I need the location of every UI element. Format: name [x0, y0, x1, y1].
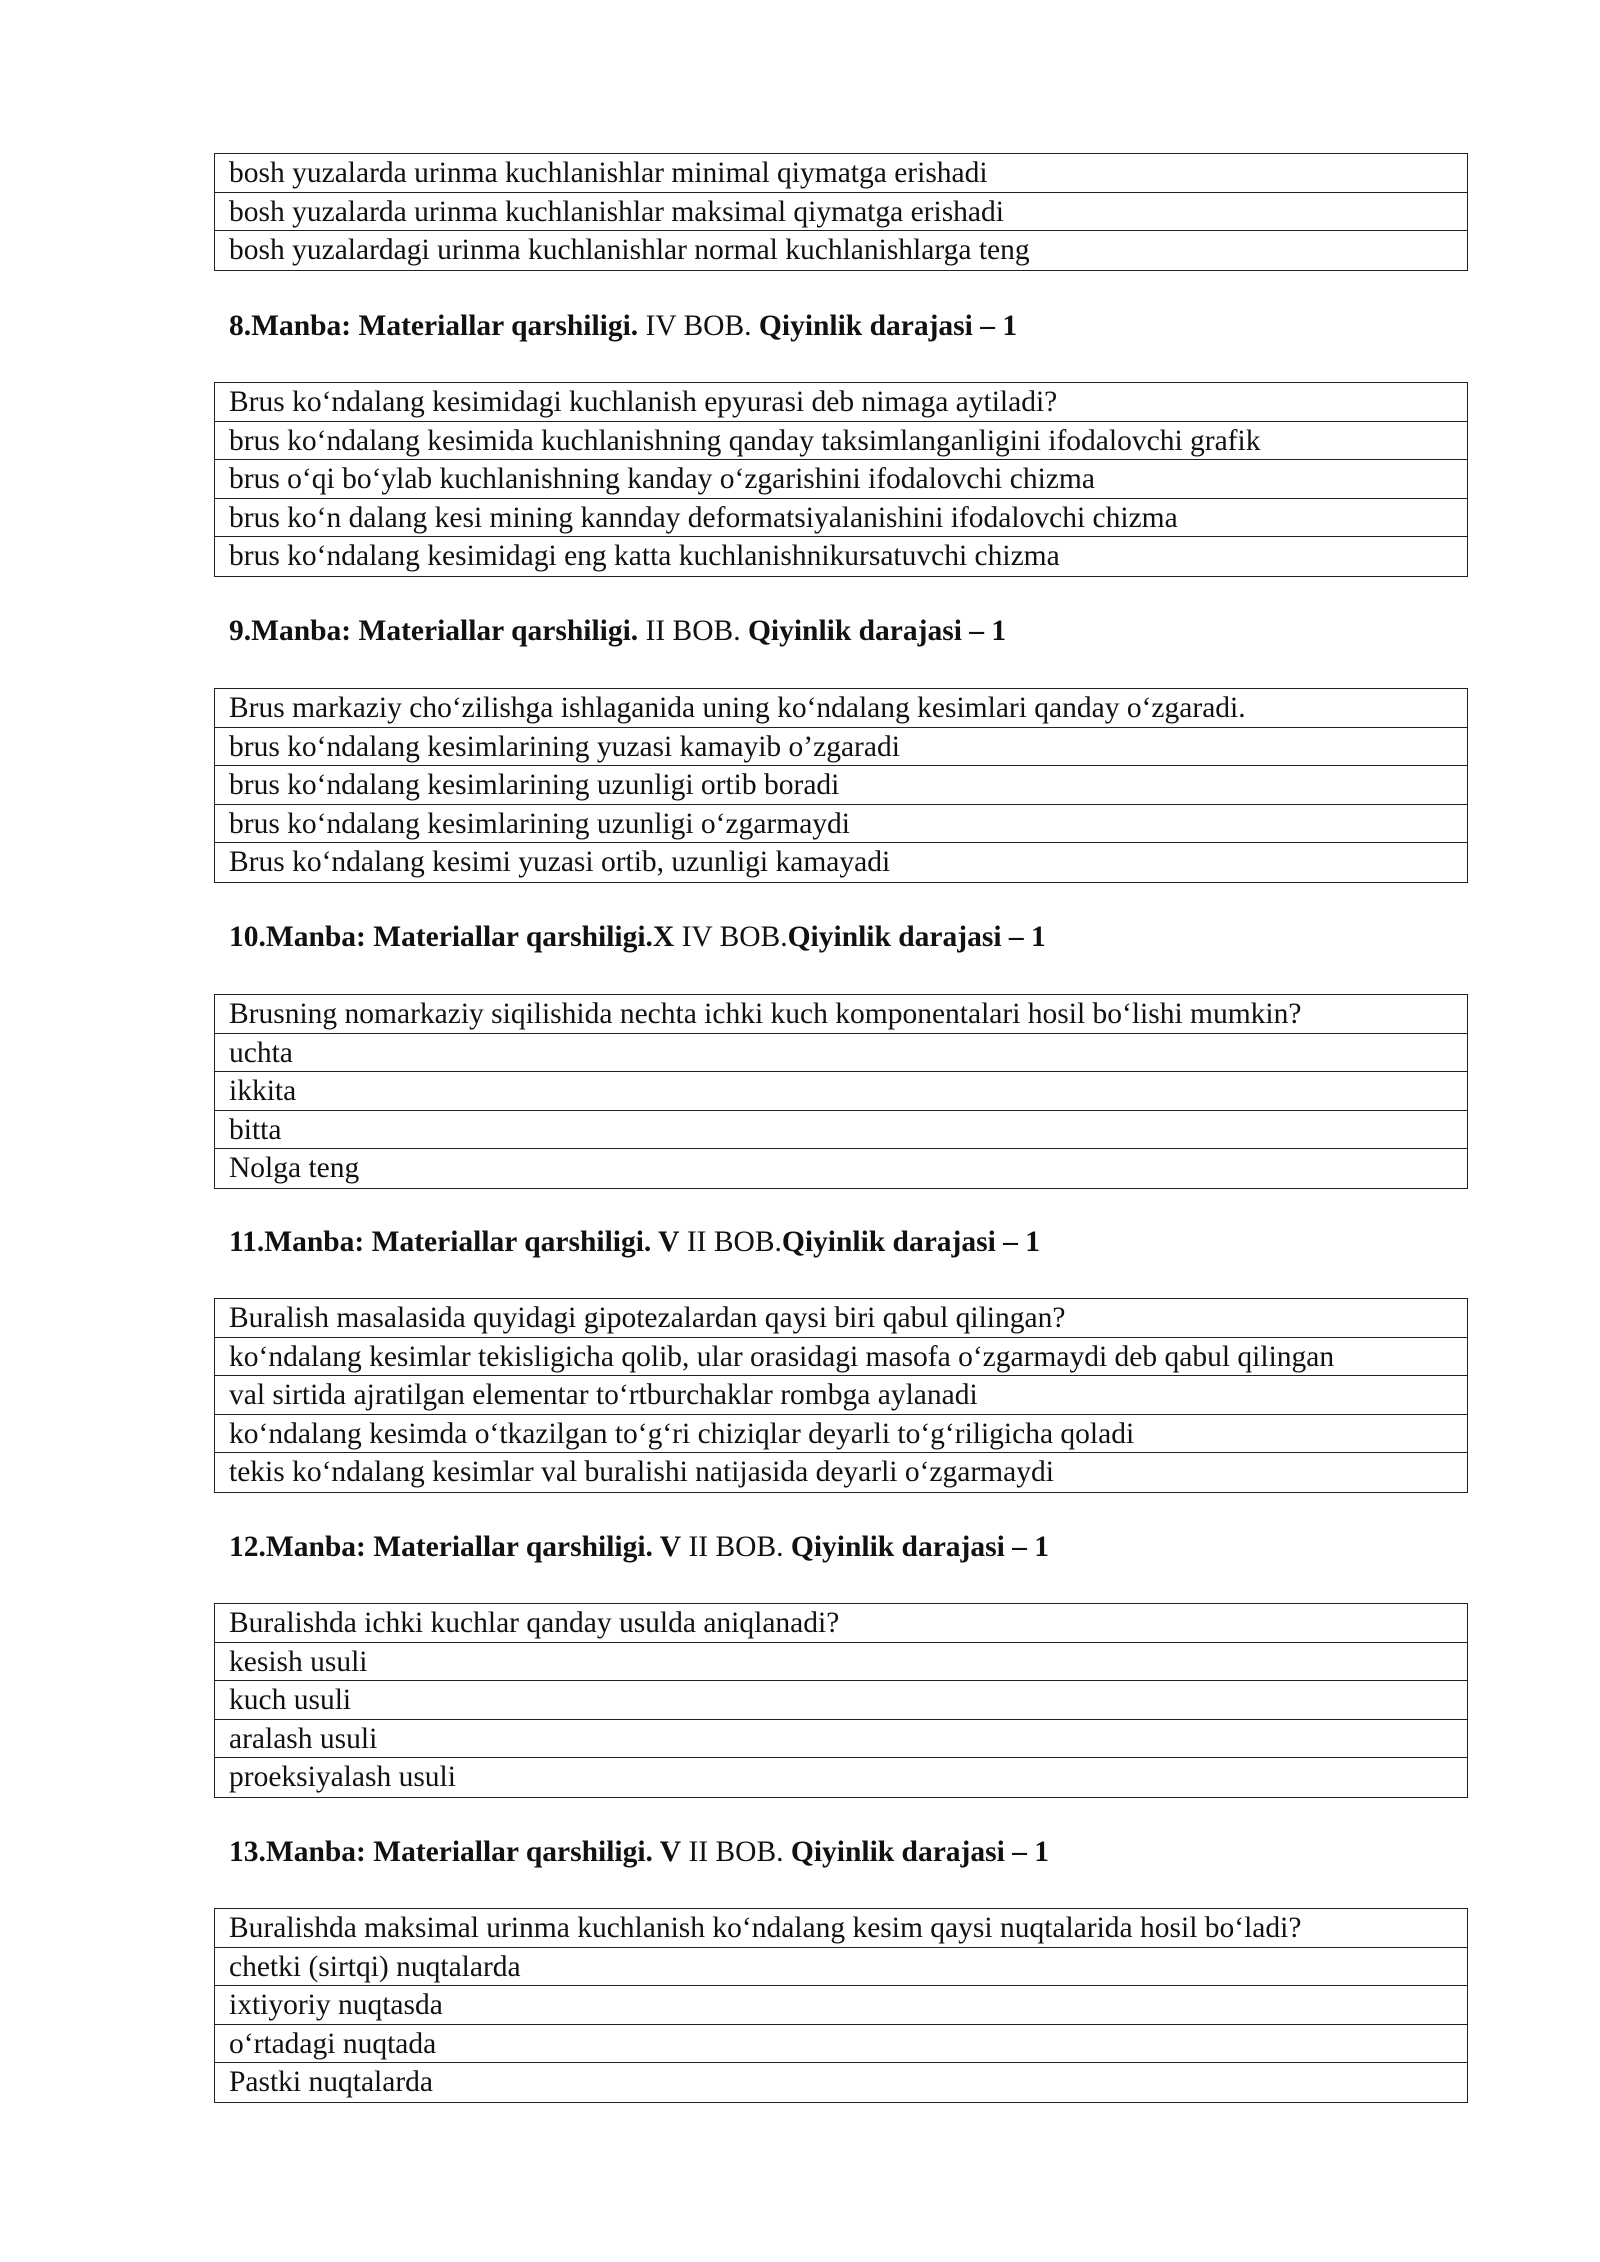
- heading-source: 12.Manba: Materiallar qarshiligi.: [229, 1531, 653, 1563]
- answer-option: Nolga teng: [229, 1152, 360, 1184]
- heading-difficulty: Qiyinlik darajasi – 1: [758, 310, 1018, 342]
- answer-option: kesish usuli: [215, 1643, 1467, 1682]
- answer-option: bosh yuzalarda urinma kuchlanishlar minimal qiymatga erishadi: [215, 154, 1467, 193]
- heading-difficulty: Qiyinlik darajasi – 1: [781, 1226, 1041, 1258]
- heading-source: 10.Manba: Materiallar qarshiligi.: [229, 921, 653, 953]
- heading-chapter: II BOB.: [681, 1836, 791, 1868]
- heading-source: 11.Manba: Materiallar qarshiligi.: [229, 1226, 652, 1258]
- question-heading-10: [229, 919, 1046, 955]
- answer-option: ikkita: [215, 1072, 1467, 1111]
- heading-source: 13.Manba: Materiallar qarshiligi.: [229, 1836, 653, 1868]
- answer-option: brus ko‘ndalang kesimlarining yuzasi kamayib o’zgaradi: [215, 728, 1467, 767]
- heading-difficulty: Qiyinlik darajasi – 1: [747, 615, 1007, 647]
- heading-source-suffix: V: [652, 1531, 682, 1563]
- heading-chapter: IV BOB.: [674, 921, 788, 953]
- heading-difficulty: Qiyinlik darajasi – 1: [790, 1531, 1050, 1563]
- answer-table: [214, 153, 1468, 271]
- question-heading-11: [229, 1224, 1040, 1260]
- question-text: Brus ko‘ndalang kesimidagi kuchlanish epyurasi deb nimaga aytiladi?: [215, 383, 1467, 422]
- heading-source: 8.Manba: Materiallar qarshiligi.: [229, 310, 639, 342]
- heading-difficulty: Qiyinlik darajasi – 1: [790, 1836, 1050, 1868]
- question-text: Buralishda maksimal urinma kuchlanish ko‘ndalang kesim qaysi nuqtalarida hosil bo‘ladi?: [215, 1909, 1467, 1948]
- question-text: Buralishda ichki kuchlar qanday usulda aniqlanadi?: [215, 1604, 1467, 1643]
- answer-option: brus ko‘ndalang kesimlarining uzunligi o‘zgarmaydi: [215, 805, 1467, 844]
- question-table-11: [214, 1298, 1468, 1493]
- answer-option: ko‘ndalang kesimda o‘tkazilgan to‘g‘ri chiziqlar deyarli to‘g‘riligicha qoladi: [215, 1415, 1467, 1454]
- heading-chapter: IV BOB.: [638, 310, 759, 342]
- question-table-8: [214, 382, 1468, 577]
- answer-option: Pastki nuqtalarda: [229, 2066, 433, 2098]
- answer-option: chetki (sirtqi) nuqtalarda: [215, 1948, 1467, 1987]
- question-table-10: [214, 994, 1468, 1189]
- answer-option: proeksiyalash usuli: [229, 1761, 456, 1793]
- heading-chapter: II BOB.: [638, 615, 748, 647]
- answer-option: val sirtida ajratilgan elementar to‘rtburchaklar rombga aylanadi: [215, 1376, 1467, 1415]
- question-table-13: [214, 1908, 1468, 2103]
- answer-option: ko‘ndalang kesimlar tekisligicha qolib, ular orasidagi masofa o‘zgarmaydi deb qabul qilingan: [215, 1338, 1467, 1377]
- heading-source-suffix: V: [651, 1226, 680, 1258]
- heading-source: 9.Manba: Materiallar qarshiligi.: [229, 615, 639, 647]
- answer-option: kuch usuli: [215, 1681, 1467, 1720]
- question-table-9: [214, 688, 1468, 883]
- answer-option: aralash usuli: [215, 1720, 1467, 1759]
- question-heading-13: [229, 1834, 1049, 1870]
- answer-option: brus ko‘n dalang kesi mining kannday deformatsiyalanishini ifodalovchi chizma: [215, 499, 1467, 538]
- answer-option: tekis ko‘ndalang kesimlar val buralishi natijasida deyarli o‘zgarmaydi: [229, 1456, 1054, 1488]
- question-text: Brus markaziy cho‘zilishga ishlaganida uning ko‘ndalang kesimlari qanday o‘zgaradi.: [215, 689, 1467, 728]
- answer-option: brus ko‘ndalang kesimidagi eng katta kuchlanishnikursatuvchi chizma: [229, 540, 1060, 572]
- answer-option: bitta: [215, 1111, 1467, 1150]
- answer-option: Brus ko‘ndalang kesimi yuzasi ortib, uzunligi kamayadi: [229, 846, 891, 878]
- answer-option: brus o‘qi bo‘ylab kuchlanishning kanday o‘zgarishini ifodalovchi chizma: [215, 460, 1467, 499]
- question-heading-8: [229, 308, 1017, 344]
- question-text: Buralish masalasida quyidagi gipotezalardan qaysi biri qabul qilingan?: [215, 1299, 1467, 1338]
- answer-option: bosh yuzalardagi urinma kuchlanishlar normal kuchlanishlarga teng: [229, 234, 1030, 266]
- heading-difficulty: Qiyinlik darajasi – 1: [787, 921, 1046, 953]
- heading-chapter: II BOB.: [679, 1226, 782, 1258]
- answer-option: brus ko‘ndalang kesimlarining uzunligi ortib boradi: [215, 766, 1467, 805]
- heading-chapter: II BOB.: [681, 1531, 791, 1563]
- answer-option: uchta: [215, 1034, 1467, 1073]
- answer-option: ixtiyoriy nuqtasda: [215, 1986, 1467, 2025]
- question-heading-9: [229, 613, 1006, 649]
- answer-option: o‘rtadagi nuqtada: [215, 2025, 1467, 2064]
- heading-source-suffix: V: [652, 1836, 682, 1868]
- heading-source-suffix: X: [652, 921, 675, 953]
- question-heading-12: [229, 1529, 1049, 1565]
- answer-option: bosh yuzalarda urinma kuchlanishlar maksimal qiymatga erishadi: [215, 193, 1467, 232]
- question-text: Brusning nomarkaziy siqilishida nechta ichki kuch komponentalari hosil bo‘lishi mumkin?: [215, 995, 1467, 1034]
- answer-option: brus ko‘ndalang kesimida kuchlanishning qanday taksimlanganligini ifodalovchi grafik: [215, 422, 1467, 461]
- question-table-12: [214, 1603, 1468, 1798]
